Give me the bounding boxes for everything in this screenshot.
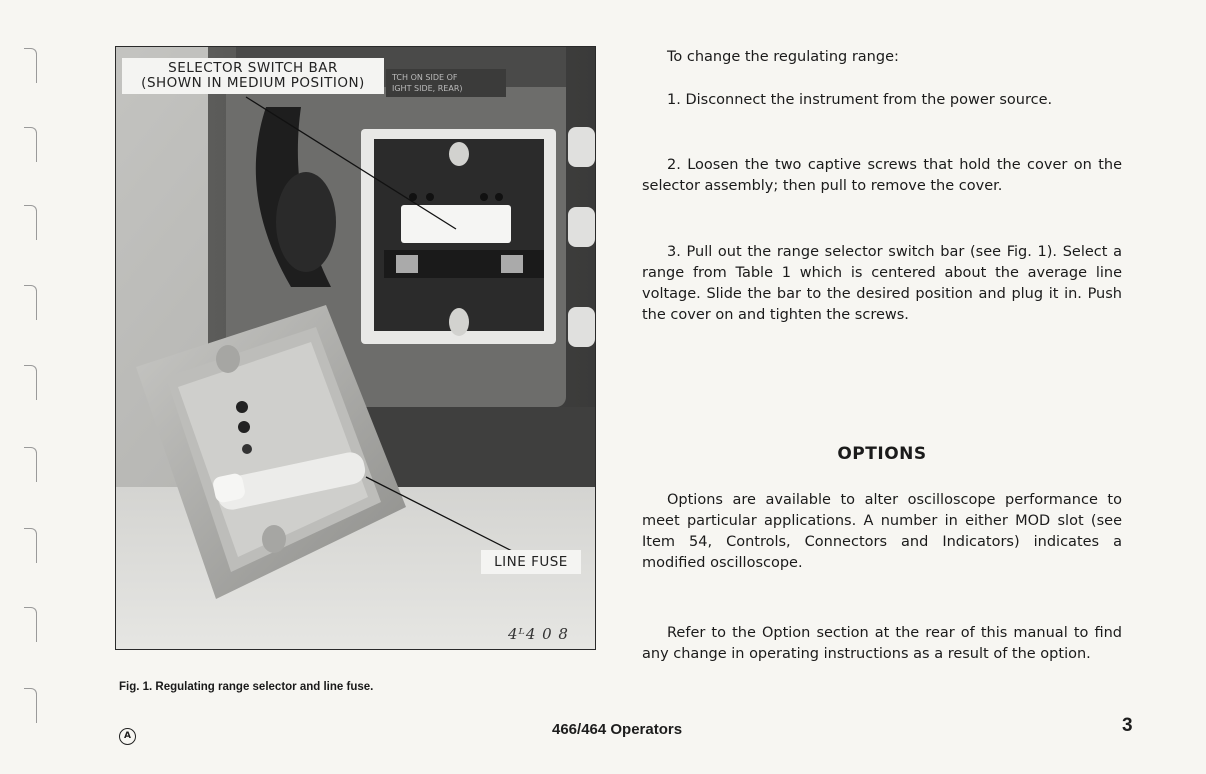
step-3-text: 3. Pull out the range selector switch bar (see Fig. 1). Select a range from Table 1 which is centered about the average line voltage. Slide the bar to the desired position and plug it in. Push the cover on and tighten the screws. [642,244,1122,323]
binder-hole-mark [24,365,37,400]
callout-line-2: (SHOWN IN MEDIUM POSITION) [141,75,365,91]
options-heading: OPTIONS [837,444,927,464]
binder-hole-mark [24,127,37,162]
step-1-text: 1. Disconnect the instrument from the power source. [667,92,1053,108]
figure-caption: Fig. 1. Regulating range selector and line fuse. [119,681,374,693]
step-2 [642,155,1122,197]
step-1 [642,90,1122,111]
page-number: 3 [1122,715,1133,736]
callout-line-1: SELECTOR SWITCH BAR [168,60,338,76]
footer-title: 466/464 Operators [552,721,683,738]
options-para-2-text: Refer to the Option section at the rear of this manual to find any change in operating instructions as a result of the option. [642,625,1122,662]
options-paragraph-1 [642,490,1122,574]
figure-photo [115,46,596,650]
options-heading-block [642,444,1122,465]
footer-revision-mark: A [119,728,136,745]
binder-hole-mark [24,607,37,642]
options-paragraph-2 [642,623,1122,665]
binder-hole-mark [24,48,37,83]
step-2-text: 2. Loosen the two captive screws that hold the cover on the selector assembly; then pull to remove the cover. [642,157,1122,194]
options-para-1-text: Options are available to alter oscilloscope performance to meet particular applications. A number in either MOD slot (see Item 54, Controls, Connectors and Indicators) indicates a modified oscilloscope. [642,492,1122,571]
svg-text:TCH ON SIDE OF: TCH ON SIDE OF [392,73,458,82]
binder-hole-mark [24,285,37,320]
step-3 [642,242,1122,326]
instructions-intro [642,47,1122,68]
binder-hole-mark [24,688,37,723]
line-fuse-callout: LINE FUSE [481,550,581,574]
binder-hole-mark [24,447,37,482]
selector-switch-bar-callout [122,58,384,94]
binder-hole-mark [24,528,37,563]
photo-number: 4ᴸ4 0 8 [508,625,569,643]
intro-text: To change the regulating range: [667,49,899,65]
svg-text:IGHT SIDE, REAR): IGHT SIDE, REAR) [392,84,463,93]
binder-hole-mark [24,205,37,240]
